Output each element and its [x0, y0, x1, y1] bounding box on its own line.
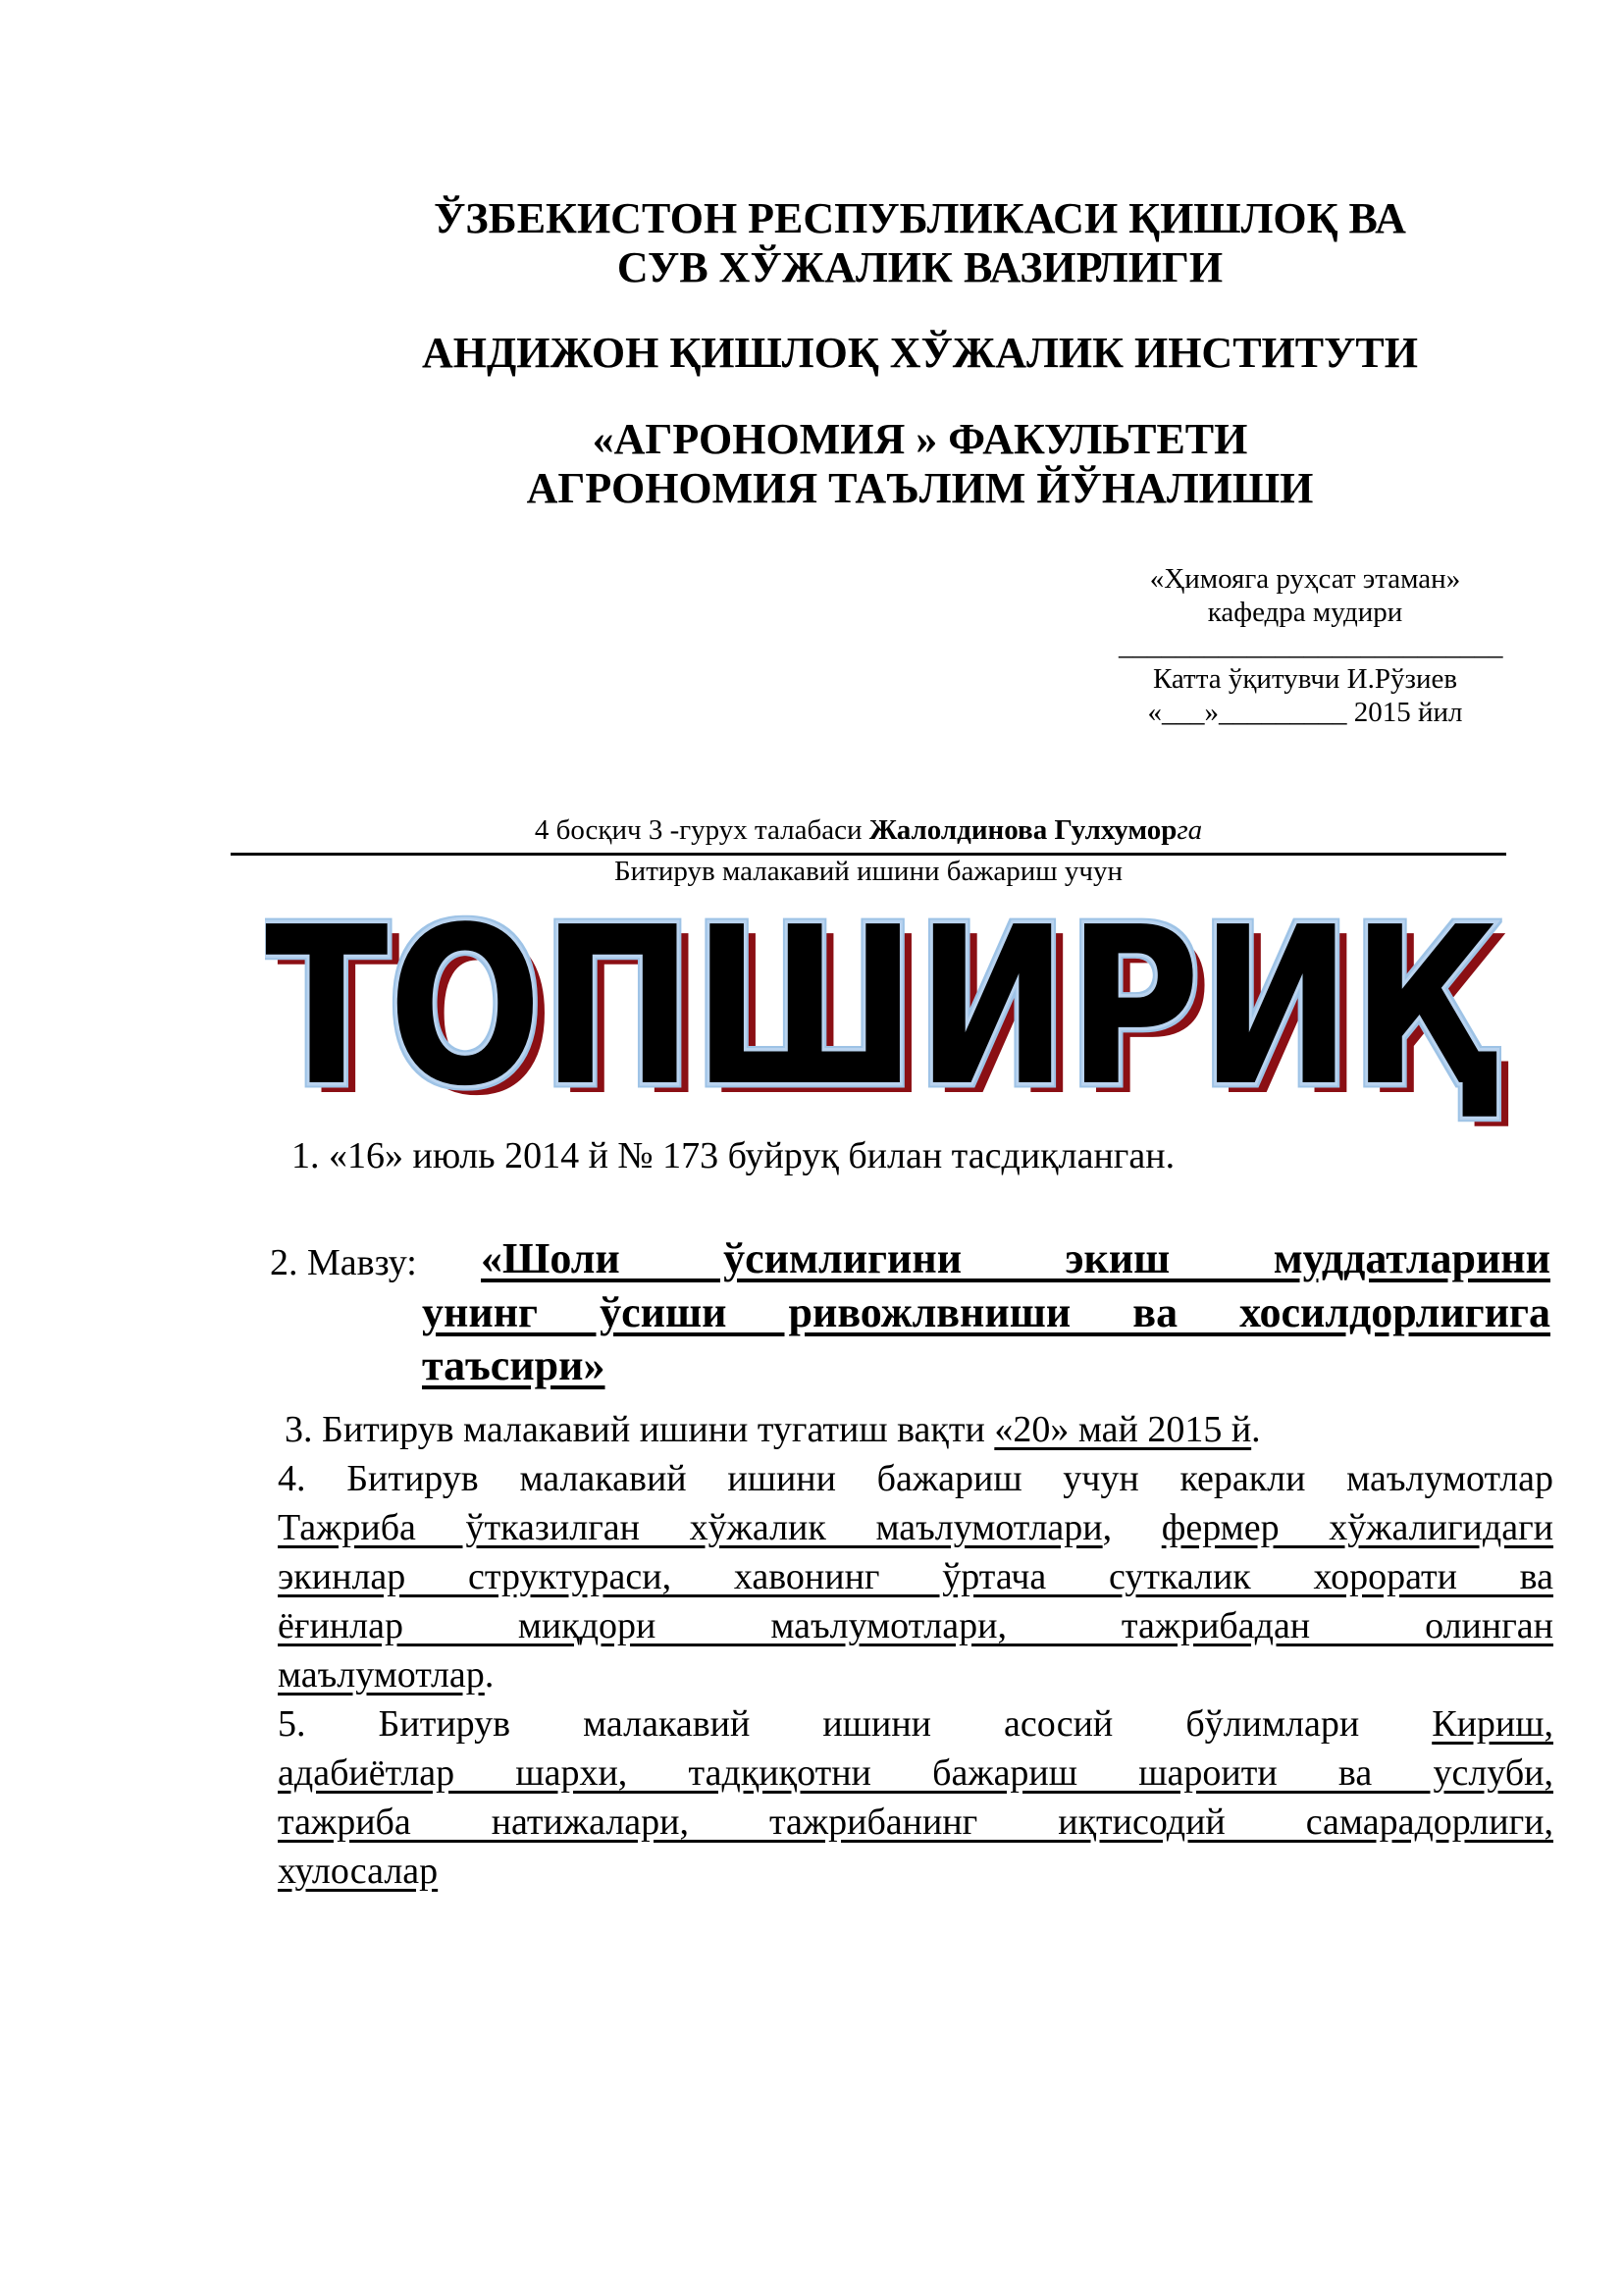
item-4-text-2a: Тажриба ўтказилган хўжалик маълумотлари — [278, 1507, 1103, 1548]
item-3-end: . — [1251, 1409, 1261, 1450]
ministry-header — [108, 194, 1624, 292]
student-name: Жалолдинова Гулхумор — [868, 814, 1178, 846]
item-5-line-1 — [278, 1699, 1553, 1748]
banner-title: ТОПШИРИҚ — [265, 901, 1497, 1134]
purpose-line: Битирув малакавий ишини бажариш учун — [614, 856, 1123, 887]
student-prefix: 4 босқич 3 -гурух талабаси — [534, 814, 869, 846]
item-2-topic-line-2 — [422, 1288, 1550, 1337]
item-5-text-2: адабиётлар шархи, тадқиқотни бажариш шароити ва услуби, — [278, 1752, 1553, 1794]
institute-header — [108, 329, 1624, 378]
item-5-text-1a: 5. Битирув малакавий ишини асосий бўлимлари — [278, 1703, 1433, 1745]
item-3 — [285, 1405, 1261, 1454]
student-suffix: га — [1177, 814, 1203, 846]
assignment-banner — [265, 901, 1541, 1136]
item-4-line-2 — [278, 1503, 1553, 1552]
item-4-line-5 — [278, 1650, 494, 1699]
approval-date-line: «___»_________ 2015 йил — [1147, 697, 1463, 728]
item-2-number: 2. Мавзу: — [270, 1242, 417, 1283]
item-4-line-3 — [278, 1552, 1553, 1601]
header-line-1: ЎЗБЕКИСТОН РЕСПУБЛИКАСИ ҚИШЛОҚ ВА — [434, 194, 1406, 242]
student-line — [231, 814, 1506, 847]
item-4-text-5: маълумотлар — [278, 1654, 485, 1696]
item-4-text-2b: , — [1102, 1507, 1162, 1548]
item-5-text-3: тажриба натижалари, тажрибанинг иқтисодий самарадорлиги, — [278, 1801, 1553, 1843]
topic-text-1: «Шоли ўсимлигини экиш муддатларини — [481, 1234, 1550, 1282]
header-line-3: АНДИЖОН ҚИШЛОҚ ХЎЖАЛИК ИНСТИТУТИ — [422, 329, 1418, 377]
item-4-text-3: экинлар структураси, хавонинг ўртача суткалик хорорати ва — [278, 1556, 1553, 1597]
item-4-text-1: 4. Битирув малакавий ишини бажариш учун керакли маълумотлар — [278, 1458, 1553, 1499]
item-3-date: «20» май 2015 й — [994, 1409, 1252, 1450]
approval-line-2: кафедра мудири — [1207, 597, 1403, 628]
item-1: 1. «16» июль 2014 й № 173 буйруқ билан тасдиқланган. — [291, 1135, 1176, 1176]
item-5-line-2 — [278, 1748, 1553, 1798]
topic-text-2: унинг ўсиши ривожлвниши ва хосилдорлигига — [422, 1288, 1550, 1336]
approval-line-4: Катта ўқитувчи И.Рўзиев — [1152, 663, 1458, 695]
faculty-header — [108, 415, 1624, 513]
item-4-line-4 — [278, 1601, 1553, 1650]
item-4-text-5-end: . — [484, 1654, 495, 1696]
approval-block — [1119, 562, 1503, 729]
item-3-text: 3. Битирув малакавий ишини тугатиш вақти — [285, 1409, 995, 1450]
item-5-line-3 — [278, 1798, 1553, 1847]
item-2-topic-line-3: таъсири» — [422, 1341, 605, 1389]
banner-shadow: ТОПШИРИҚ — [277, 901, 1509, 1136]
header-line-5: АГРОНОМИЯ ТАЪЛИМ ЙЎНАЛИШИ — [526, 464, 1314, 512]
item-4-text-4: ёғинлар миқдори маълумотлари, тажрибадан олинган — [278, 1605, 1553, 1646]
item-4-text-2c: фермер хўжалигидаги — [1161, 1507, 1554, 1548]
header-line-4: «АГРОНОМИЯ » ФАКУЛЬТЕТИ — [592, 415, 1248, 463]
item-4-line-1 — [278, 1454, 1553, 1503]
header-line-2: СУВ ХЎЖАЛИК ВАЗИРЛИГИ — [616, 243, 1224, 291]
approval-line-1: «Ҳимояга руҳсат этаман» — [1149, 563, 1461, 595]
item-5-line-4: хулосалар — [278, 1851, 439, 1892]
approval-signature-line: ___________________________ — [1119, 630, 1503, 661]
item-5-text-1b: Кириш, — [1432, 1703, 1553, 1745]
item-2-topic-line-1 — [481, 1234, 1550, 1283]
